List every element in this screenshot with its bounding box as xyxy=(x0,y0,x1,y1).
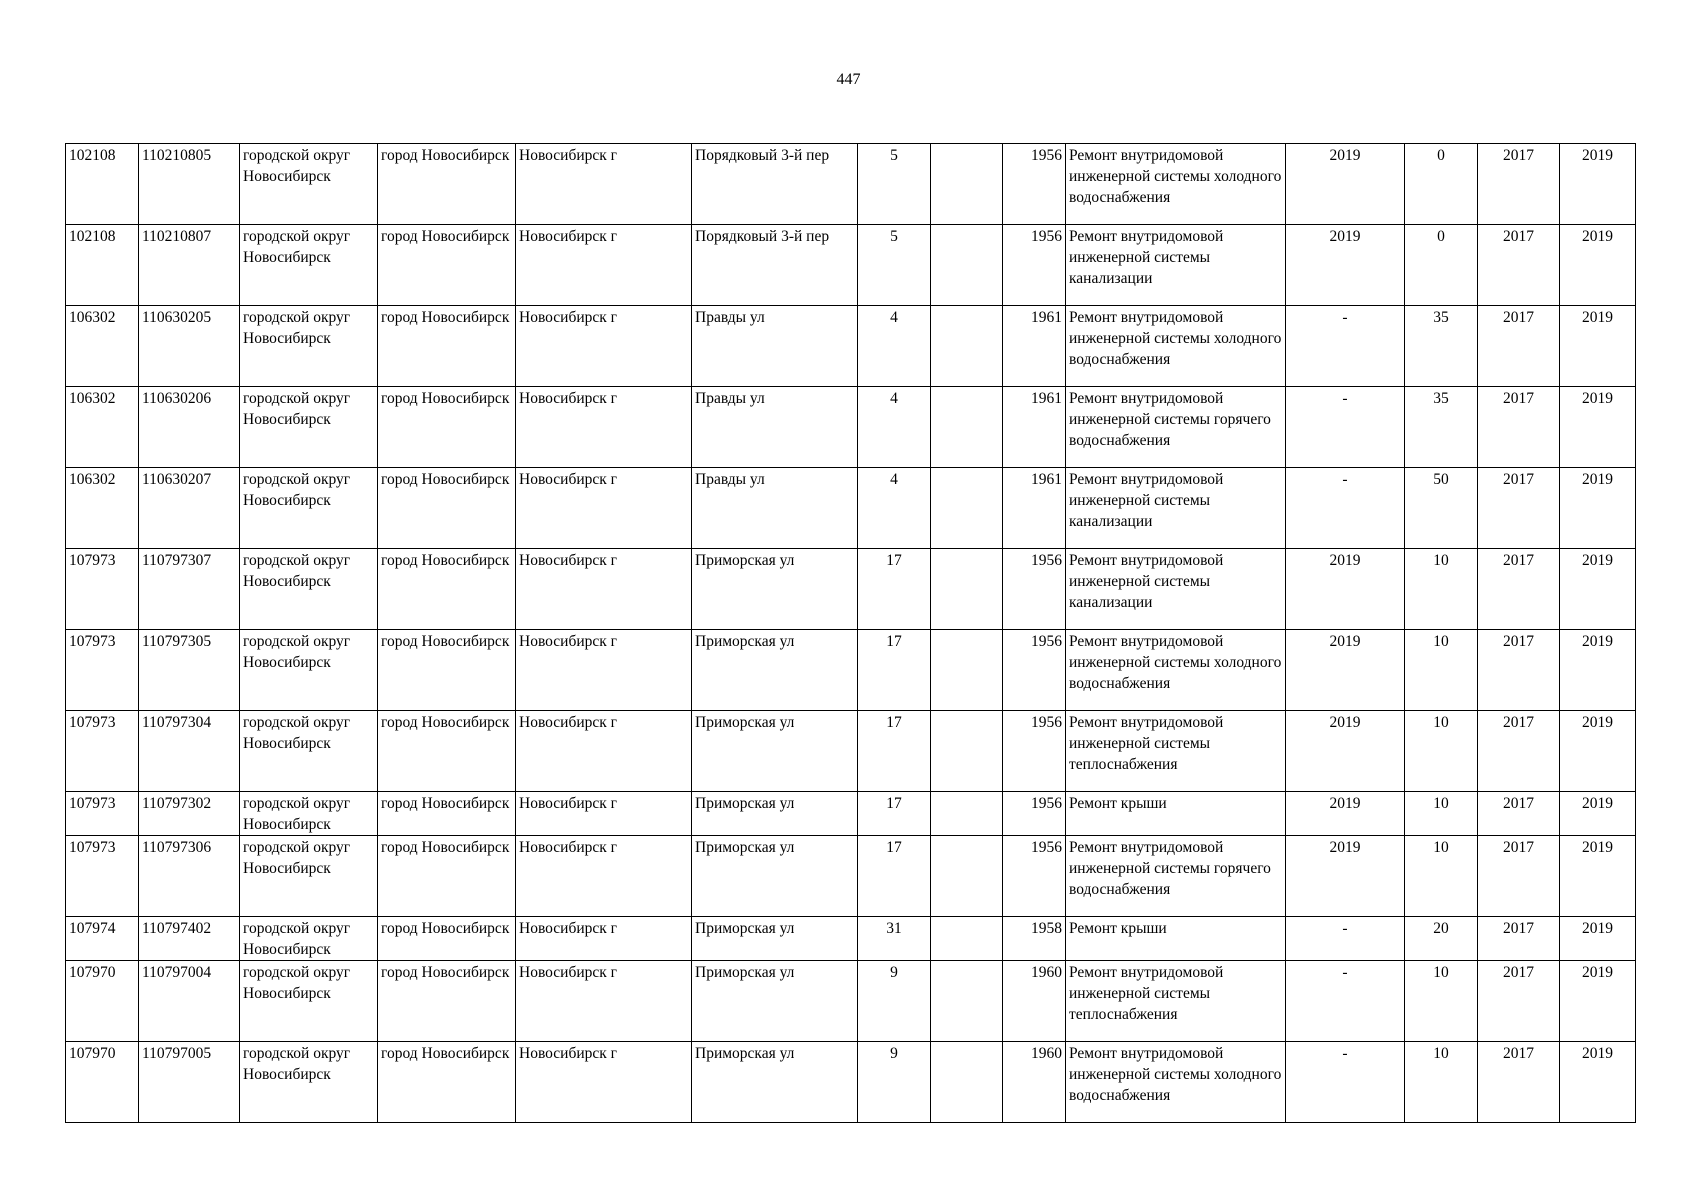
element-id-cell: 110797306 xyxy=(139,836,240,917)
period-start-cell: 2017 xyxy=(1478,387,1560,468)
work-year-cell: - xyxy=(1286,961,1405,1042)
municipal-district-cell: городской округ Новосибирск xyxy=(240,225,378,306)
work-type-cell: Ремонт внутридомовой инженерной системы канализации xyxy=(1066,549,1286,630)
settlement-cell: город Новосибирск xyxy=(378,306,516,387)
street-cell: Приморская ул xyxy=(692,836,858,917)
period-end-cell: 2019 xyxy=(1560,225,1636,306)
table-row xyxy=(66,836,1636,917)
work-type-cell: Ремонт крыши xyxy=(1066,792,1286,836)
period-end-cell: 2019 xyxy=(1560,144,1636,225)
wear-percent-cell: 10 xyxy=(1405,549,1478,630)
municipal-district-cell: городской округ Новосибирск xyxy=(240,387,378,468)
element-id-cell: 110630205 xyxy=(139,306,240,387)
period-start-cell: 2017 xyxy=(1478,792,1560,836)
period-end-cell: 2019 xyxy=(1560,792,1636,836)
table-row xyxy=(66,306,1636,387)
period-end-cell: 2019 xyxy=(1560,1042,1636,1123)
locality-cell: Новосибирск г xyxy=(516,549,692,630)
house-id-cell: 107970 xyxy=(66,1042,139,1123)
building-cell xyxy=(931,711,1003,792)
period-start-cell: 2017 xyxy=(1478,225,1560,306)
house-number-cell: 9 xyxy=(858,1042,931,1123)
table-row xyxy=(66,1042,1636,1123)
municipal-district-cell: городской округ Новосибирск xyxy=(240,144,378,225)
work-type-cell: Ремонт внутридомовой инженерной системы холодного водоснабжения xyxy=(1066,630,1286,711)
house-id-cell: 107973 xyxy=(66,836,139,917)
build-year-cell: 1956 xyxy=(1003,549,1066,630)
period-end-cell: 2019 xyxy=(1560,630,1636,711)
house-number-cell: 17 xyxy=(858,792,931,836)
period-end-cell: 2019 xyxy=(1560,711,1636,792)
wear-percent-cell: 10 xyxy=(1405,711,1478,792)
house-id-cell: 106302 xyxy=(66,468,139,549)
build-year-cell: 1956 xyxy=(1003,225,1066,306)
locality-cell: Новосибирск г xyxy=(516,711,692,792)
work-type-cell: Ремонт внутридомовой инженерной системы холодного водоснабжения xyxy=(1066,144,1286,225)
work-year-cell: - xyxy=(1286,917,1405,961)
element-id-cell: 110797302 xyxy=(139,792,240,836)
period-end-cell: 2019 xyxy=(1560,387,1636,468)
period-start-cell: 2017 xyxy=(1478,961,1560,1042)
period-start-cell: 2017 xyxy=(1478,144,1560,225)
house-number-cell: 31 xyxy=(858,917,931,961)
settlement-cell: город Новосибирск xyxy=(378,387,516,468)
street-cell: Приморская ул xyxy=(692,961,858,1042)
build-year-cell: 1960 xyxy=(1003,961,1066,1042)
house-number-cell: 17 xyxy=(858,711,931,792)
wear-percent-cell: 10 xyxy=(1405,792,1478,836)
locality-cell: Новосибирск г xyxy=(516,144,692,225)
wear-percent-cell: 0 xyxy=(1405,225,1478,306)
wear-percent-cell: 50 xyxy=(1405,468,1478,549)
street-cell: Приморская ул xyxy=(692,917,858,961)
building-cell xyxy=(931,468,1003,549)
house-id-cell: 107973 xyxy=(66,792,139,836)
table-row xyxy=(66,549,1636,630)
period-end-cell: 2019 xyxy=(1560,917,1636,961)
street-cell: Приморская ул xyxy=(692,549,858,630)
element-id-cell: 110797307 xyxy=(139,549,240,630)
locality-cell: Новосибирск г xyxy=(516,225,692,306)
municipal-district-cell: городской округ Новосибирск xyxy=(240,1042,378,1123)
element-id-cell: 110210807 xyxy=(139,225,240,306)
building-cell xyxy=(931,961,1003,1042)
wear-percent-cell: 20 xyxy=(1405,917,1478,961)
period-start-cell: 2017 xyxy=(1478,917,1560,961)
street-cell: Правды ул xyxy=(692,306,858,387)
period-end-cell: 2019 xyxy=(1560,306,1636,387)
period-end-cell: 2019 xyxy=(1560,961,1636,1042)
page-number: 447 xyxy=(836,71,861,88)
locality-cell: Новосибирск г xyxy=(516,630,692,711)
wear-percent-cell: 10 xyxy=(1405,1042,1478,1123)
street-cell: Порядковый 3-й пер xyxy=(692,225,858,306)
locality-cell: Новосибирск г xyxy=(516,792,692,836)
work-year-cell: - xyxy=(1286,387,1405,468)
house-id-cell: 107973 xyxy=(66,549,139,630)
table-row xyxy=(66,468,1636,549)
period-end-cell: 2019 xyxy=(1560,836,1636,917)
municipal-district-cell: городской округ Новосибирск xyxy=(240,711,378,792)
build-year-cell: 1961 xyxy=(1003,306,1066,387)
table-row xyxy=(66,792,1636,836)
settlement-cell: город Новосибирск xyxy=(378,144,516,225)
wear-percent-cell: 0 xyxy=(1405,144,1478,225)
house-id-cell: 106302 xyxy=(66,387,139,468)
settlement-cell: город Новосибирск xyxy=(378,711,516,792)
build-year-cell: 1956 xyxy=(1003,630,1066,711)
period-end-cell: 2019 xyxy=(1560,468,1636,549)
element-id-cell: 110797004 xyxy=(139,961,240,1042)
build-year-cell: 1956 xyxy=(1003,836,1066,917)
work-type-cell: Ремонт внутридомовой инженерной системы теплоснабжения xyxy=(1066,961,1286,1042)
build-year-cell: 1956 xyxy=(1003,792,1066,836)
house-number-cell: 4 xyxy=(858,387,931,468)
period-start-cell: 2017 xyxy=(1478,1042,1560,1123)
wear-percent-cell: 10 xyxy=(1405,836,1478,917)
street-cell: Приморская ул xyxy=(692,630,858,711)
work-year-cell: 2019 xyxy=(1286,630,1405,711)
street-cell: Порядковый 3-й пер xyxy=(692,144,858,225)
work-year-cell: 2019 xyxy=(1286,225,1405,306)
house-id-cell: 107973 xyxy=(66,630,139,711)
building-cell xyxy=(931,630,1003,711)
locality-cell: Новосибирск г xyxy=(516,387,692,468)
work-year-cell: - xyxy=(1286,468,1405,549)
work-year-cell: 2019 xyxy=(1286,792,1405,836)
locality-cell: Новосибирск г xyxy=(516,468,692,549)
period-start-cell: 2017 xyxy=(1478,630,1560,711)
settlement-cell: город Новосибирск xyxy=(378,225,516,306)
building-cell xyxy=(931,387,1003,468)
work-type-cell: Ремонт внутридомовой инженерной системы канализации xyxy=(1066,468,1286,549)
building-cell xyxy=(931,917,1003,961)
element-id-cell: 110630206 xyxy=(139,387,240,468)
locality-cell: Новосибирск г xyxy=(516,836,692,917)
street-cell: Приморская ул xyxy=(692,1042,858,1123)
house-id-cell: 107973 xyxy=(66,711,139,792)
settlement-cell: город Новосибирск xyxy=(378,917,516,961)
municipal-district-cell: городской округ Новосибирск xyxy=(240,468,378,549)
street-cell: Правды ул xyxy=(692,387,858,468)
locality-cell: Новосибирск г xyxy=(516,306,692,387)
street-cell: Приморская ул xyxy=(692,792,858,836)
work-type-cell: Ремонт крыши xyxy=(1066,917,1286,961)
wear-percent-cell: 10 xyxy=(1405,961,1478,1042)
house-number-cell: 5 xyxy=(858,144,931,225)
house-number-cell: 17 xyxy=(858,630,931,711)
house-number-cell: 9 xyxy=(858,961,931,1042)
element-id-cell: 110797304 xyxy=(139,711,240,792)
work-type-cell: Ремонт внутридомовой инженерной системы горячего водоснабжения xyxy=(1066,836,1286,917)
locality-cell: Новосибирск г xyxy=(516,961,692,1042)
street-cell: Приморская ул xyxy=(692,711,858,792)
house-number-cell: 4 xyxy=(858,468,931,549)
house-number-cell: 17 xyxy=(858,836,931,917)
build-year-cell: 1961 xyxy=(1003,468,1066,549)
period-start-cell: 2017 xyxy=(1478,306,1560,387)
period-end-cell: 2019 xyxy=(1560,549,1636,630)
house-number-cell: 5 xyxy=(858,225,931,306)
building-cell xyxy=(931,549,1003,630)
table-row xyxy=(66,961,1636,1042)
settlement-cell: город Новосибирск xyxy=(378,792,516,836)
work-type-cell: Ремонт внутридомовой инженерной системы теплоснабжения xyxy=(1066,711,1286,792)
municipal-district-cell: городской округ Новосибирск xyxy=(240,549,378,630)
locality-cell: Новосибирск г xyxy=(516,1042,692,1123)
municipal-district-cell: городской округ Новосибирск xyxy=(240,917,378,961)
building-cell xyxy=(931,144,1003,225)
work-year-cell: - xyxy=(1286,1042,1405,1123)
work-year-cell: 2019 xyxy=(1286,144,1405,225)
settlement-cell: город Новосибирск xyxy=(378,630,516,711)
element-id-cell: 110630207 xyxy=(139,468,240,549)
municipal-district-cell: городской округ Новосибирск xyxy=(240,961,378,1042)
work-type-cell: Ремонт внутридомовой инженерной системы горячего водоснабжения xyxy=(1066,387,1286,468)
element-id-cell: 110797402 xyxy=(139,917,240,961)
work-type-cell: Ремонт внутридомовой инженерной системы холодного водоснабжения xyxy=(1066,1042,1286,1123)
house-id-cell: 102108 xyxy=(66,144,139,225)
municipal-district-cell: городской округ Новосибирск xyxy=(240,792,378,836)
period-start-cell: 2017 xyxy=(1478,711,1560,792)
table-row xyxy=(66,144,1636,225)
house-id-cell: 102108 xyxy=(66,225,139,306)
work-type-cell: Ремонт внутридомовой инженерной системы холодного водоснабжения xyxy=(1066,306,1286,387)
period-start-cell: 2017 xyxy=(1478,836,1560,917)
settlement-cell: город Новосибирск xyxy=(378,836,516,917)
build-year-cell: 1961 xyxy=(1003,387,1066,468)
settlement-cell: город Новосибирск xyxy=(378,468,516,549)
street-cell: Правды ул xyxy=(692,468,858,549)
wear-percent-cell: 10 xyxy=(1405,630,1478,711)
building-cell xyxy=(931,306,1003,387)
building-cell xyxy=(931,836,1003,917)
wear-percent-cell: 35 xyxy=(1405,387,1478,468)
build-year-cell: 1960 xyxy=(1003,1042,1066,1123)
table-row xyxy=(66,917,1636,961)
municipal-district-cell: городской округ Новосибирск xyxy=(240,630,378,711)
build-year-cell: 1958 xyxy=(1003,917,1066,961)
building-cell xyxy=(931,225,1003,306)
table-row xyxy=(66,387,1636,468)
table-row xyxy=(66,225,1636,306)
period-start-cell: 2017 xyxy=(1478,468,1560,549)
table-row xyxy=(66,630,1636,711)
work-year-cell: 2019 xyxy=(1286,836,1405,917)
work-type-cell: Ремонт внутридомовой инженерной системы канализации xyxy=(1066,225,1286,306)
element-id-cell: 110797305 xyxy=(139,630,240,711)
house-id-cell: 107974 xyxy=(66,917,139,961)
settlement-cell: город Новосибирск xyxy=(378,961,516,1042)
period-start-cell: 2017 xyxy=(1478,549,1560,630)
house-number-cell: 17 xyxy=(858,549,931,630)
municipal-district-cell: городской округ Новосибирск xyxy=(240,836,378,917)
locality-cell: Новосибирск г xyxy=(516,917,692,961)
house-id-cell: 107970 xyxy=(66,961,139,1042)
work-year-cell: 2019 xyxy=(1286,711,1405,792)
element-id-cell: 110797005 xyxy=(139,1042,240,1123)
work-year-cell: 2019 xyxy=(1286,549,1405,630)
work-year-cell: - xyxy=(1286,306,1405,387)
element-id-cell: 110210805 xyxy=(139,144,240,225)
register-table xyxy=(65,143,1636,1123)
building-cell xyxy=(931,1042,1003,1123)
build-year-cell: 1956 xyxy=(1003,711,1066,792)
municipal-district-cell: городской округ Новосибирск xyxy=(240,306,378,387)
build-year-cell: 1956 xyxy=(1003,144,1066,225)
house-number-cell: 4 xyxy=(858,306,931,387)
building-cell xyxy=(931,792,1003,836)
wear-percent-cell: 35 xyxy=(1405,306,1478,387)
settlement-cell: город Новосибирск xyxy=(378,1042,516,1123)
settlement-cell: город Новосибирск xyxy=(378,549,516,630)
house-id-cell: 106302 xyxy=(66,306,139,387)
table-row xyxy=(66,711,1636,792)
